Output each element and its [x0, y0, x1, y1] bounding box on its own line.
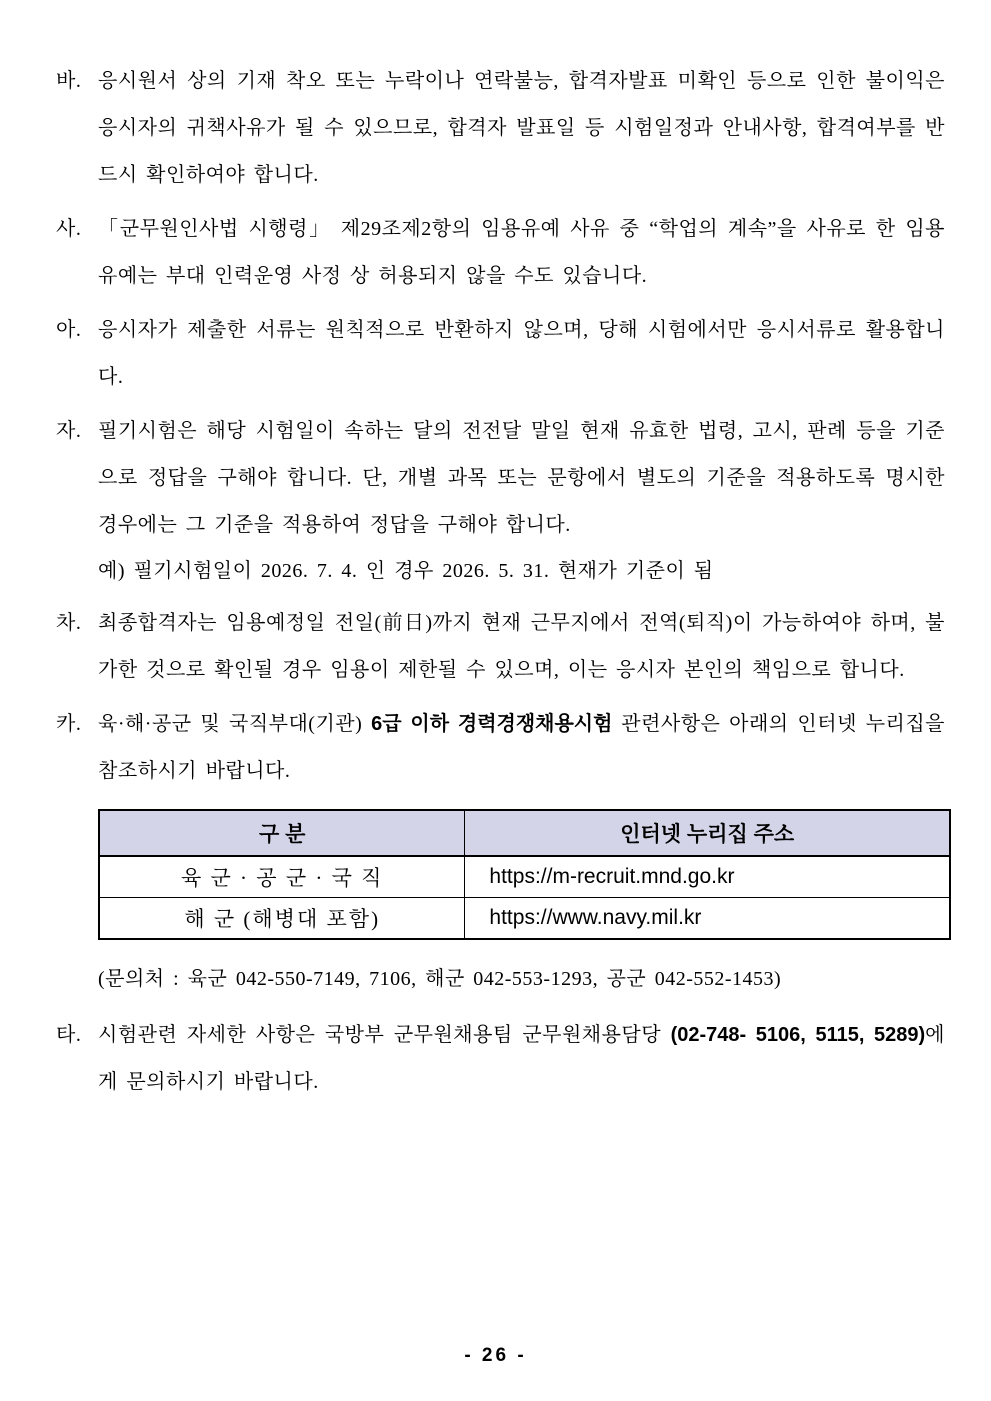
- table-row: [99, 856, 950, 898]
- table-cell-category: 해 군 (해병대 포함): [99, 898, 465, 940]
- paragraph-text: 「군무원인사법 시행령」 제29조제2항의 임용유예 사유 중 “학업의 계속”을 사유로 한 임용유예는 부대 인력운영 사정 상 허용되지 않을 수도 있습니다.: [98, 218, 945, 287]
- table-header-url: 인터넷 누리집 주소: [465, 810, 950, 856]
- paragraph-sa: [56, 206, 945, 300]
- table-cell-url: https://www.navy.mil.kr: [465, 898, 950, 940]
- table-row: [99, 898, 950, 940]
- paragraph-ta: [56, 1012, 945, 1106]
- table-wrapper: [98, 809, 945, 940]
- paragraph-text: 필기시험은 해당 시험일이 속하는 달의 전전달 말일 현재 유효한 법령, 고시, 판례 등을 기준으로 정답을 구해야 합니다. 단, 개별 과목 또는 문항에서 별도의 기준을 적용하도록 명시한 경우에는 그 기준을 적용하여 정답을 구해야 합니다.: [98, 420, 945, 536]
- table-cell-category: 육 군 · 공 군 · 국 직: [99, 856, 465, 898]
- paragraph-text: 최종합격자는 임용예정일 전일(前日)까지 현재 근무지에서 전역(퇴직)이 가능하여야 하며, 불가한 것으로 확인될 경우 임용이 제한될 수 있으며, 이는 응시자 본인의 책임으로 합니다.: [98, 612, 945, 681]
- paragraph-cha: [56, 600, 945, 694]
- paragraph-ja: [56, 408, 945, 593]
- example-line: 예) 필기시험일이 2026. 7. 4. 인 경우 2026. 5. 31. 현재가 기준이 됨: [98, 560, 714, 582]
- table-cell-url: https://m-recruit.mnd.go.kr: [465, 856, 950, 898]
- paragraph-text-bold: 6급 이하 경력경쟁채용시험: [371, 713, 613, 735]
- list-marker: 아.: [56, 319, 82, 341]
- paragraph-text-bold: (02-748- 5106, 5115, 5289): [670, 1024, 926, 1046]
- table-header-row: [99, 810, 950, 856]
- list-marker: 바.: [56, 70, 82, 92]
- page-number: - 26 -: [464, 1345, 527, 1366]
- table-header-category: 구 분: [99, 810, 465, 856]
- list-marker: 차.: [56, 612, 82, 634]
- list-marker: 타.: [56, 1024, 82, 1046]
- paragraph-a: [56, 307, 945, 401]
- list-marker: 카.: [56, 713, 82, 735]
- paragraph-text: 관련사항은 아래의 인터넷 누리집을 참조하시기 바랍니다.: [98, 713, 945, 782]
- paragraph-text: 응시원서 상의 기재 착오 또는 누락이나 연락불능, 합격자발표 미확인 등으로 인한 불이익은 응시자의 귀책사유가 될 수 있으므로, 합격자 발표일 등 시험일정과 안내사항, 합격여부를 반드시 확인하여야 합니다.: [98, 70, 945, 186]
- contact-note: (문의처 : 육군 042-550-7149, 7106, 해군 042-553-1293, 공군 042-552-1453): [98, 968, 782, 990]
- internet-address-table: [98, 809, 951, 940]
- paragraph-ba: [56, 58, 945, 199]
- list-marker: 자.: [56, 420, 82, 442]
- paragraph-text: 에게 문의하시기 바랍니다.: [98, 1024, 945, 1093]
- paragraph-text: 응시자가 제출한 서류는 원칙적으로 반환하지 않으며, 당해 시험에서만 응시서류로 활용합니다.: [98, 319, 945, 388]
- list-marker: 사.: [56, 218, 82, 240]
- paragraph-ka: [56, 701, 945, 795]
- paragraph-text: 육·해·공군 및 국직부대(기관): [98, 713, 372, 735]
- paragraph-text: 시험관련 자세한 사항은 국방부 군무원채용팀 군무원채용담당: [98, 1024, 671, 1046]
